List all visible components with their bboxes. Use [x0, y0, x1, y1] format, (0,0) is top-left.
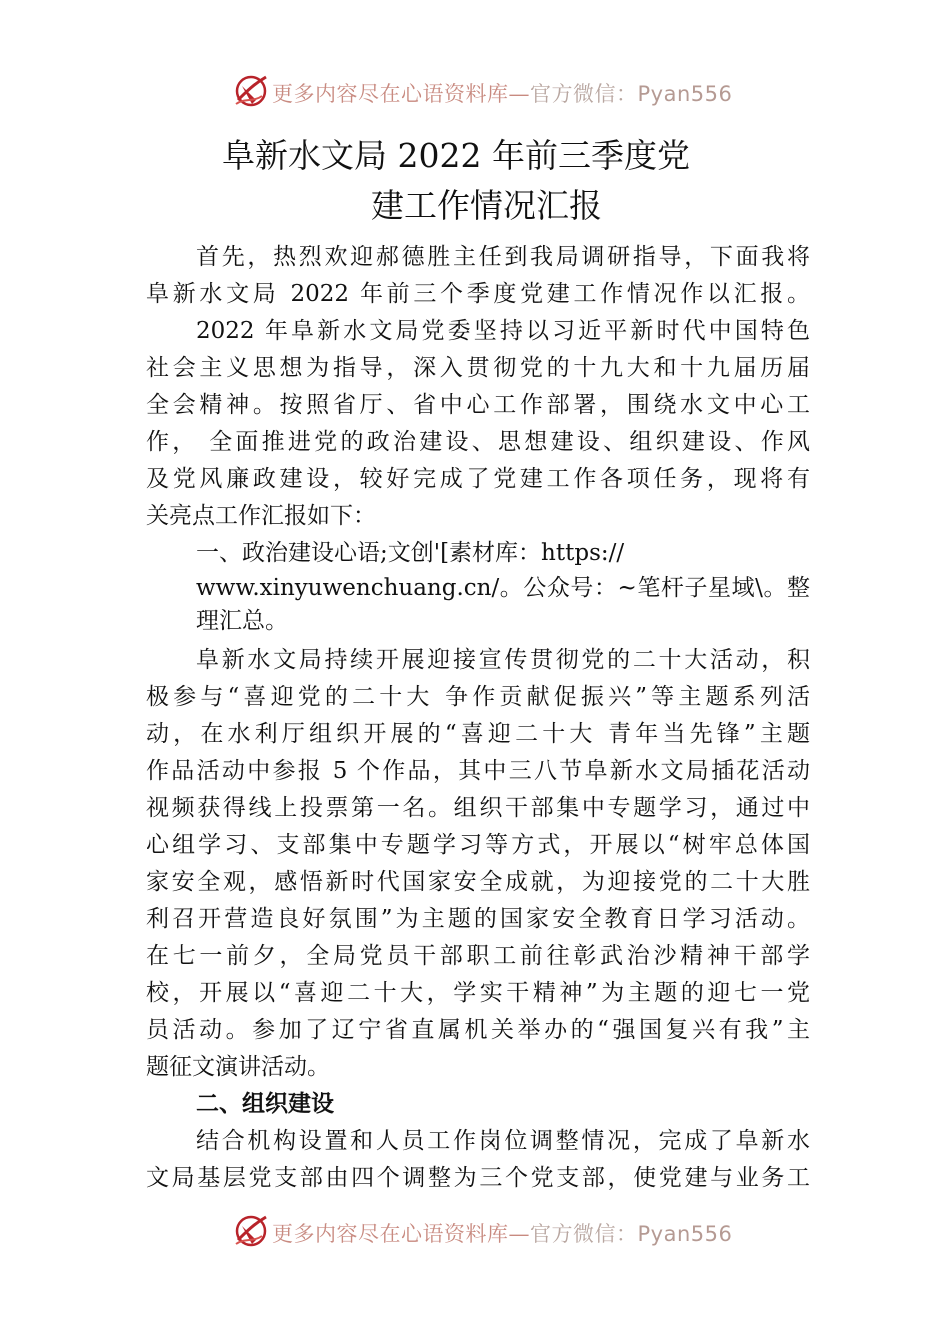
footer-banner: [0, 1212, 950, 1252]
section-heading-organization: 二、组织建设: [196, 1091, 334, 1117]
document-title-line-2: 建工作情况汇报: [371, 186, 602, 225]
body-line: 阜新水文局持续开展迎接宣传贯彻党的二十大活动，积: [196, 647, 810, 673]
body-line: 作， 全面推进党的政治建设、思想建设、组织建设、作风: [146, 429, 810, 455]
body-line: 题征文演讲活动。: [146, 1054, 330, 1080]
body-line: 及党风廉政建设，较好完成了党建工作各项任务，现将有: [146, 466, 810, 492]
body-line: 关亮点工作汇报如下：: [146, 503, 376, 529]
body-line: 利召开营造良好氛围”为主题的国家安全教育日学习活动。: [146, 906, 810, 932]
banner-separator: —: [508, 82, 530, 106]
banner-text: [272, 1218, 732, 1248]
body-line: 在七一前夕，全局党员干部职工前往彰武治沙精神干部学: [146, 943, 810, 969]
body-line: 全会精神。按照省厅、省中心工作部署，围绕水文中心工: [146, 392, 810, 418]
banner-wechat-label: 官方微信：: [530, 82, 638, 106]
body-line: 2022 年阜新水文局党委坚持以习近平新时代中国特色: [196, 318, 810, 344]
body-line: 极参与“喜迎党的二十大 争作贡献促振兴”等主题系列活: [146, 684, 810, 710]
header-banner: [0, 72, 950, 112]
banner-wechat-label: 官方微信：: [530, 1222, 638, 1246]
body-line: 心组学习、支部集中专题学习等方式，开展以“树牢总体国: [146, 832, 810, 858]
body-line: 结合机构设置和人员工作岗位调整情况，完成了阜新水: [196, 1128, 810, 1154]
body-line: 首先，热烈欢迎郝德胜主任到我局调研指导，下面我将: [196, 244, 810, 270]
body-line: 员活动。参加了辽宁省直属机关举办的“强国复兴有我”主: [146, 1017, 810, 1043]
document-title-line-1: 阜新水文局 2022 年前三季度党: [222, 136, 690, 175]
body-line: 理汇总。: [196, 608, 288, 634]
body-line: www.xinyuwenchuang.cn/。公众号：~笔杆子星域\。整: [196, 575, 810, 601]
body-line: 社会主义思想为指导，深入贯彻党的十九大和十九届历届: [146, 355, 810, 381]
pen-ribbon-logo-icon: [232, 72, 270, 110]
section-heading-line: 一、政治建设心语;文创'[素材库：https://: [196, 540, 625, 566]
body-line: 校，开展以“喜迎二十大，学实干精神”为主题的迎七一党: [146, 980, 810, 1006]
body-line: 文局基层党支部由四个调整为三个党支部，使党建与业务工: [146, 1165, 810, 1191]
banner-slogan: 更多内容尽在心语资料库: [272, 1222, 509, 1246]
body-line: 作品活动中参报 5 个作品，其中三八节阜新水文局插花活动: [146, 758, 810, 784]
banner-slogan: 更多内容尽在心语资料库: [272, 82, 509, 106]
body-line: 阜新水文局 2022 年前三个季度党建工作情况作以汇报。: [146, 281, 810, 307]
banner-wechat-id: Pyan556: [637, 82, 733, 106]
banner-wechat-id: Pyan556: [637, 1222, 733, 1246]
body-line: 视频获得线上投票第一名。组织干部集中专题学习，通过中: [146, 795, 810, 821]
body-line: 家安全观，感悟新时代国家安全成就，为迎接党的二十大胜: [146, 869, 810, 895]
banner-separator: —: [508, 1222, 530, 1246]
banner-text: [272, 78, 732, 108]
pen-ribbon-logo-icon: [232, 1212, 270, 1250]
body-line: 动，在水利厅组织开展的“喜迎二十大 青年当先锋”主题: [146, 721, 810, 747]
